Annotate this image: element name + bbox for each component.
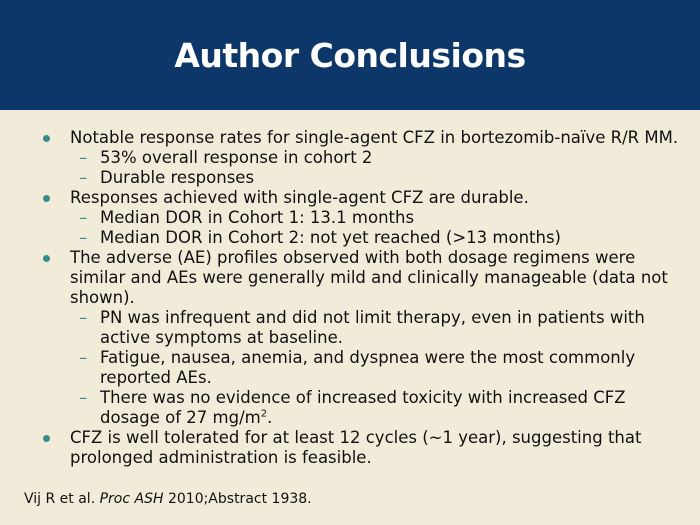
citation-author: Vij R et al. <box>24 491 100 507</box>
sub-bullet-item <box>43 148 683 168</box>
bullet-text: CFZ is well tolerated for at least 12 cycles (~1 year), suggesting that prolonged administration is feasible. <box>70 428 642 467</box>
sub-bullet-text: Median DOR in Cohort 1: 13.1 months <box>100 208 415 227</box>
slide-title: Author Conclusions <box>174 35 526 75</box>
sub-bullet-item <box>43 388 683 428</box>
dash-icon: – <box>79 208 88 227</box>
superscript: 2 <box>260 408 268 420</box>
bullet-item <box>43 128 683 148</box>
sub-bullet-item <box>43 308 683 348</box>
dash-icon: – <box>79 388 88 407</box>
sub-bullet-item <box>43 208 683 228</box>
bullet-item <box>43 428 683 468</box>
dash-icon: – <box>79 308 88 327</box>
bullet-dot-icon <box>43 435 50 442</box>
sub-bullet-item <box>43 228 683 248</box>
sub-bullet-item <box>43 168 683 188</box>
bullet-dot-icon <box>43 135 50 142</box>
dash-icon: – <box>79 228 88 247</box>
bullet-text: Responses achieved with single-agent CFZ are durable. <box>70 188 529 207</box>
sub-bullet-text: Median DOR in Cohort 2: not yet reached (>13 months) <box>100 228 561 247</box>
title-bar <box>0 0 700 110</box>
sub-bullet-text: There was no evidence of increased toxicity with increased CFZ dosage of 27 $mg/m^2$. <box>100 388 626 427</box>
bullet-dot-icon <box>43 195 50 202</box>
bullet-list <box>43 128 683 468</box>
sub-bullet-text: Durable responses <box>100 168 255 187</box>
bullet-text: Notable response rates for single-agent CFZ in bortezomib-naïve R/R MM. <box>70 128 679 147</box>
dash-icon: – <box>79 168 88 187</box>
sub-bullet-item <box>43 348 683 388</box>
dash-icon: – <box>79 148 88 167</box>
citation-rest: 2010;Abstract 1938. <box>163 491 312 507</box>
bullet-dot-icon <box>43 255 50 262</box>
sub-bullet-text: PN was infrequent and did not limit therapy, even in patients with active symptoms at baseline. <box>100 308 645 347</box>
dash-icon: – <box>79 348 88 367</box>
sub-bullet-text: Fatigue, nausea, anemia, and dyspnea were the most commonly reported AEs. <box>100 348 636 387</box>
citation-journal: Proc ASH <box>99 491 164 507</box>
bullet-item <box>43 188 683 208</box>
bullet-item <box>43 248 683 308</box>
citation <box>24 491 312 507</box>
sub-bullet-text: 53% overall response in cohort 2 <box>100 148 373 167</box>
bullet-text: The adverse (AE) profiles observed with both dosage regimens were similar and AEs were generally mild and clinically manageable (data not shown). <box>70 248 668 307</box>
